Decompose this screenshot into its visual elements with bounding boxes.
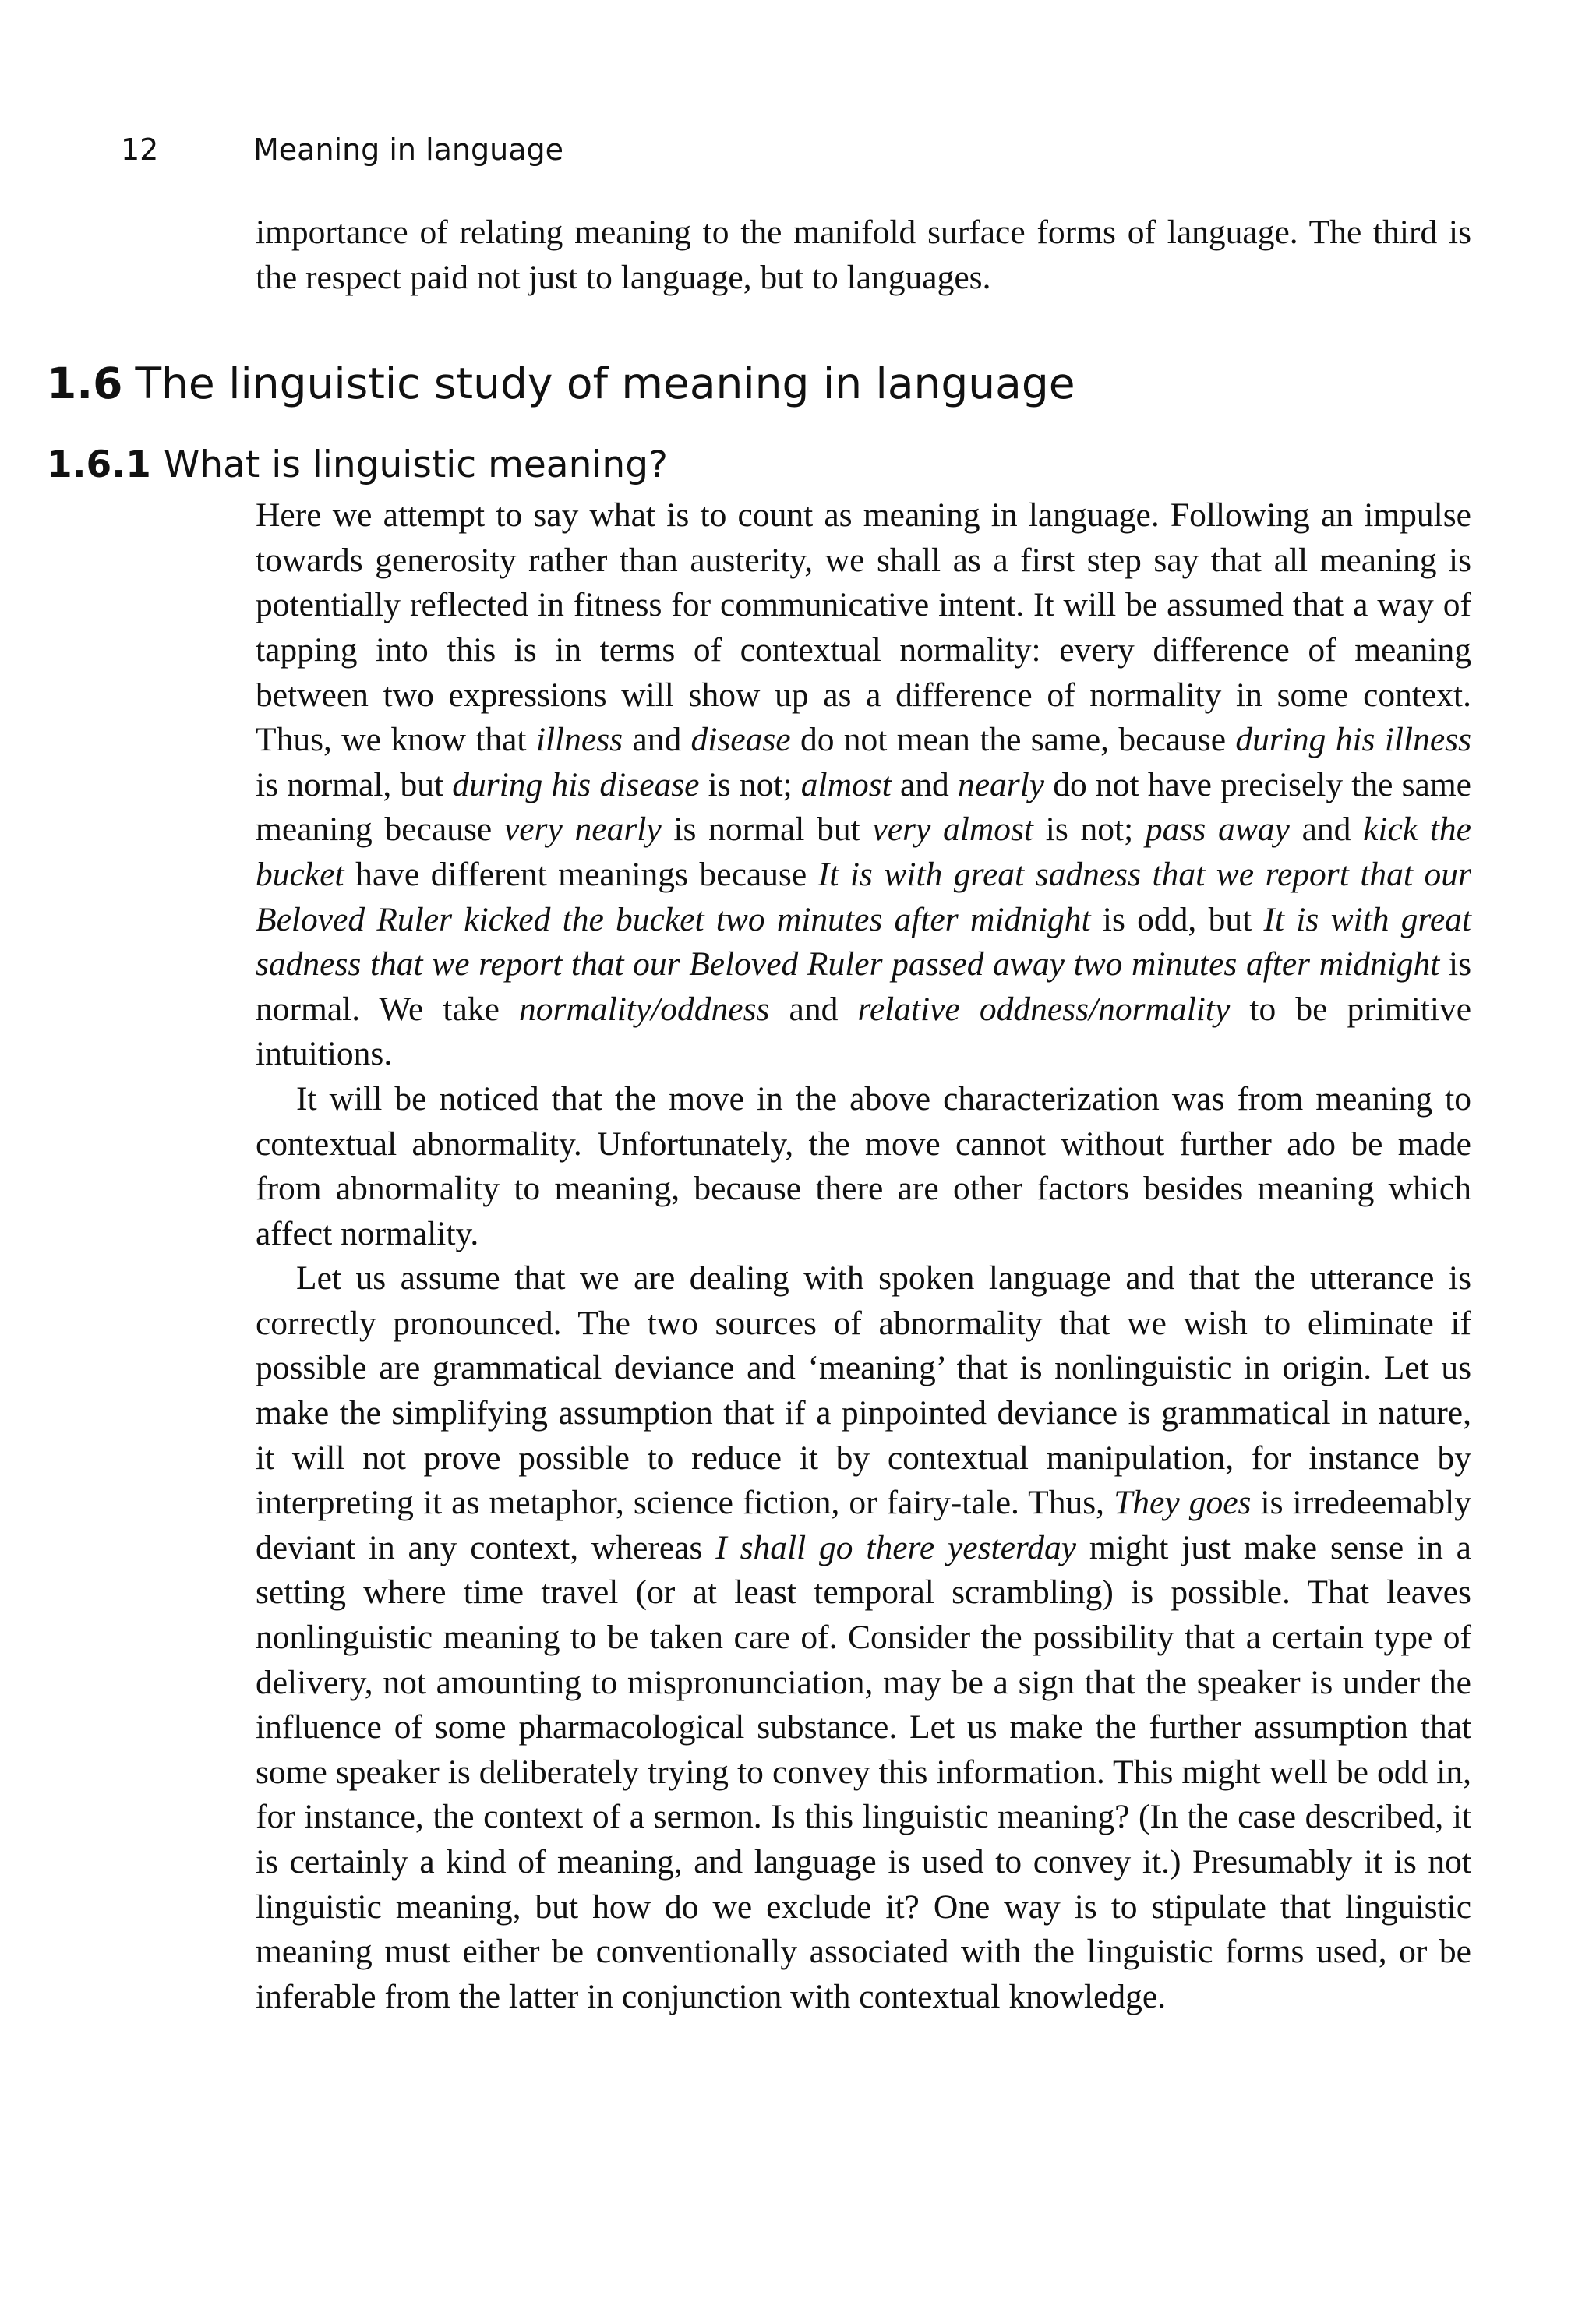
subsection-title: What is linguistic meaning? xyxy=(163,443,668,487)
text-run: is normal but xyxy=(661,810,873,849)
section-title: The linguistic study of meaning in language xyxy=(135,358,1075,409)
text-run: do not have precisely the same meaning because xyxy=(256,765,1471,849)
italic-example: I shall go there yesterday xyxy=(715,1528,1077,1566)
italic-term: very almost xyxy=(872,810,1034,849)
text-run: Let us assume that we are dealing with spoken language and that the utterance is correctly pronounced. The two sources of abnormality that we wish to eliminate if possible are grammatical deviance and ‘meaning’ that is nonlinguistic in origin. Let us make the simplifying assumption that if a pinpointed deviance is grammatical in nature, it will not prove possible to reduce it by contextual manipulation, for instance by interpreting it as metaphor, science fiction, or fairy-tale. Thus, xyxy=(256,1259,1471,1522)
italic-term: relative oddness/normality xyxy=(857,990,1231,1028)
italic-term: normality/oddness xyxy=(519,990,770,1028)
page-number: 12 xyxy=(121,132,159,167)
subsection-number: 1.6.1 xyxy=(47,443,151,487)
text-run: is normal, but xyxy=(256,765,453,803)
text-run: and xyxy=(623,721,691,759)
italic-term: nearly xyxy=(957,765,1045,803)
italic-term: very nearly xyxy=(503,810,662,849)
text-run: and xyxy=(1289,810,1364,849)
text-run: is not; xyxy=(1033,810,1146,849)
text-run: Here we attempt to say what is to count as meaning in language. Following an impulse towards generosity rather than austerity, we shall as a first step say that all meaning is potentially reflected in fitness for communicative intent. It will be assumed that a way of tapping into this is in terms of contextual normality: every difference of meaning between two expressions will show up as a difference of normality in some context. Thus, we know that xyxy=(256,496,1471,759)
italic-term: almost xyxy=(800,765,892,803)
paragraph-3 xyxy=(256,1256,1471,2019)
italic-term: illness xyxy=(535,721,623,759)
text-run: do not mean the same, because xyxy=(790,721,1236,759)
text-run: and xyxy=(891,765,958,803)
lead-paragraph: importance of relating meaning to the manifold surface forms of language. The third is the respect paid not just to language, but to languages. xyxy=(256,214,1471,296)
paragraph-1 xyxy=(256,493,1471,1077)
italic-term: during his illness xyxy=(1235,721,1471,759)
italic-term: during his disease xyxy=(452,765,700,803)
italic-example: It is with great sadness that we report that our Beloved Ruler passed away two minutes after midnight xyxy=(256,900,1471,984)
italic-term: pass away xyxy=(1145,810,1290,849)
text-run: have different meanings because xyxy=(344,855,818,893)
page-body xyxy=(47,210,1472,2019)
section-number: 1.6 xyxy=(47,358,123,409)
running-head xyxy=(121,131,563,168)
text-run: to be primitive intuitions. xyxy=(256,990,1472,1073)
italic-term: disease xyxy=(690,721,791,759)
text-run: is irredeemably deviant in any context, whereas xyxy=(256,1484,1472,1566)
paragraph-2: It will be noticed that the move in the above characterization was from meaning to contextual abnormality. Unfortunately, the move cannot without further ado be made from abnormality to meaning, because there are other factors besides meaning which affect normality. xyxy=(256,1079,1471,1252)
text-run: might just make sense in a setting where time travel (or at least temporal scrambling) is possible. That leaves nonlinguistic meaning to be taken care of. Consider the possibility that a certain type of delivery, not amounting to mispronunciation, may be a sign that the speaker is under the influence of some pharmacological substance. Let us make the further assumption that some speaker is deliberately trying to convey this information. This might well be odd in, for instance, the context of a sermon. Is this linguistic meaning? (In the case described, it is certainly a kind of meaning, and language is used to convey it.) Presumably it is not linguistic meaning, but how do we exclude it? One way is to stipulate that linguistic meaning must either be conventionally associated with the linguistic forms used, or be inferable from the latter in conjunction with contextual knowledge. xyxy=(256,1528,1471,2015)
text-run: is not; xyxy=(699,765,801,803)
section-heading xyxy=(47,358,1471,409)
italic-term: kick the bucket xyxy=(256,810,1471,893)
italic-example: They goes xyxy=(1114,1484,1252,1522)
italic-example: It is with great sadness that we report that our Beloved Ruler kicked the bucket two minutes after midnight xyxy=(256,855,1471,938)
running-title: Meaning in language xyxy=(253,132,564,167)
text-run: is normal. We take xyxy=(256,945,1472,1028)
text-run: and xyxy=(769,990,858,1028)
subsection-heading xyxy=(47,443,1471,487)
text-run: is odd, but xyxy=(1090,900,1264,938)
